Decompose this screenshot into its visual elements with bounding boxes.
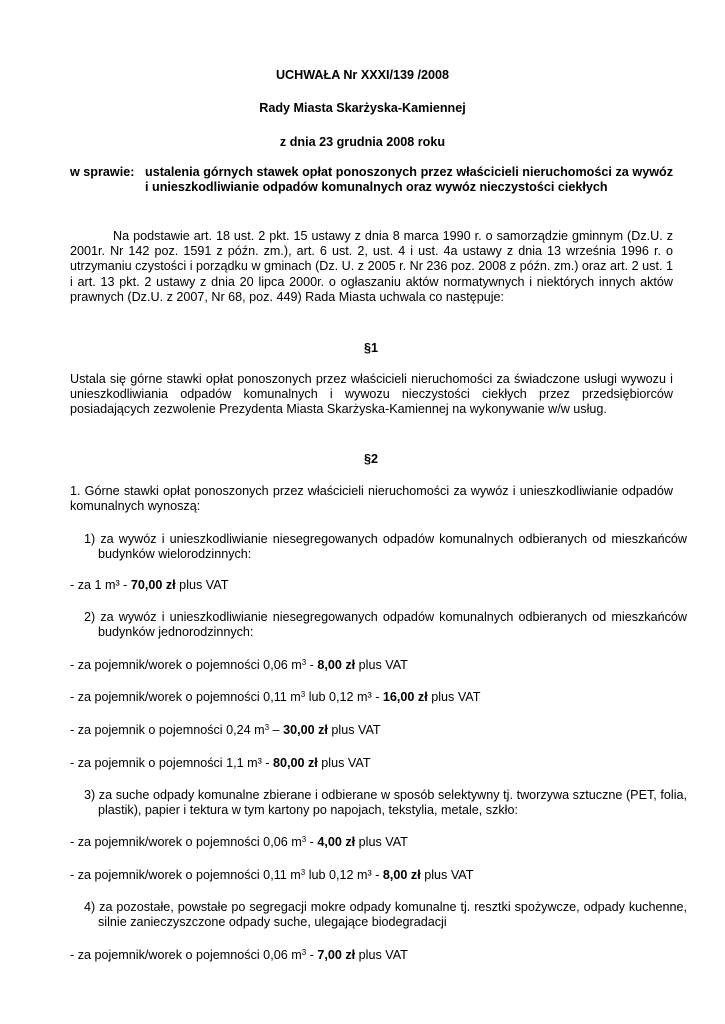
section-1-title: §1 — [363, 341, 378, 355]
rate-2b: - za pojemnik/worek o pojemności 0,11 $m^3$ lub 0,12 m³ - 16,00 zł plus VAT — [70, 690, 481, 704]
rate-2d: - za pojemnik o pojemności 1,1 m³ - 80,00 zł plus VAT — [70, 756, 371, 770]
item-2: 2) za wywóz i unieszkodliwianie niesegregowanych odpadów komunalnych odbieranych od mieszkańców budynków jednorodzinnych: — [84, 610, 687, 640]
subject-text: ustalenia górnych stawek opłat ponoszonych przez właścicieli nieruchomości za wywóz i unieszkodliwianie odpadów komunalnych oraz wywóz nieczystości ciekłych — [145, 165, 673, 195]
item-4: 4) za pozostałe, powstałe po segregacji mokre odpady komunalne tj. resztki spożywcze, odpady kuchenne, silnie zanieczyszczone odpady suche, ulegające biodegradacji — [84, 900, 687, 930]
rate-3b: - za pojemnik/worek o pojemności 0,11 $m^3$ lub 0,12 m³ - 8,00 zł plus VAT — [70, 868, 474, 882]
rate-4a: - za pojemnik/worek o pojemności 0,06 $m^3 - 7,00$ zł plus VAT — [70, 948, 408, 962]
resolution-date: z dnia 23 grudnia 2008 roku — [279, 135, 446, 149]
item-3: 3) za suche odpady komunalne zbierane i odbierane w sposób selektywny tj. tworzywa sztuczne (PET, folia, plastik), papier i tektura w tym kartony po napojach, tekstylia, metale, szkło: — [84, 788, 687, 818]
rate-2a: - za pojemnik/worek o pojemności 0,06 $m^3 - 8,00$ zł plus VAT — [70, 658, 408, 672]
item-1: 1) za wywóz i unieszkodliwianie niesegregowanych odpadów komunalnych odbieranych od mieszkańców budynków wielorodzinnych: — [84, 532, 687, 562]
rate-3a: - za pojemnik/worek o pojemności 0,06 $m^3 - 4,00$ zł plus VAT — [70, 835, 408, 849]
section-2-title: §2 — [363, 452, 378, 466]
resolution-number: UCHWAŁA Nr XXXI/139 /2008 — [275, 68, 450, 82]
section-1-text: Ustala się górne stawki opłat ponoszonych przez właścicieli nieruchomości za świadczone usługi wywozu i unieszkodliwiania odpadów komunalnych i wywozu nieczystości ciekłych przez przedsiębiorców posiadających zezwolenie Prezydenta Miasta Skarżyska-Kamiennej na wykonywanie w/w usług. — [70, 372, 673, 417]
rate-1: - za 1 m³ - 70,00 zł plus VAT — [70, 578, 229, 592]
section-2-intro: 1. Górne stawki opłat ponoszonych przez właścicieli nieruchomości za wywóz i unieszkodliwianie odpadów komunalnych wynoszą: — [70, 484, 673, 514]
subject-label: w sprawie: — [70, 165, 135, 179]
preamble: Na podstawie art. 18 ust. 2 pkt. 15 ustawy z dnia 8 marca 1990 r. o samorządzie gminnym (Dz.U. z 2001r. Nr 142 poz. 1591 z późn. zm.), art. 6 ust. 2, ust. 4 i ust. 4a ustawy z dnia 13 września 1996 r. o utrzymaniu czystości i porządku w gminach (Dz. U. z 2005 r. Nr 236 poz. 2008 z późn. zm.) oraz art. 2 ust. 1 i art. 13 pkt. 2 ustawy z dnia 20 lipca 2000r. o ogłaszaniu aktów normatywnych i niektórych innych aktów prawnych (Dz.U. z 2007, Nr 68, poz. 449) Rada Miasta uchwala co następuje: — [70, 229, 673, 304]
rate-2c: - za pojemnik o pojemności 0,24 $m^3 - 30,00$ zł plus VAT — [70, 723, 381, 737]
council-name: Rady Miasta Skarżyska-Kamiennej — [259, 101, 466, 115]
